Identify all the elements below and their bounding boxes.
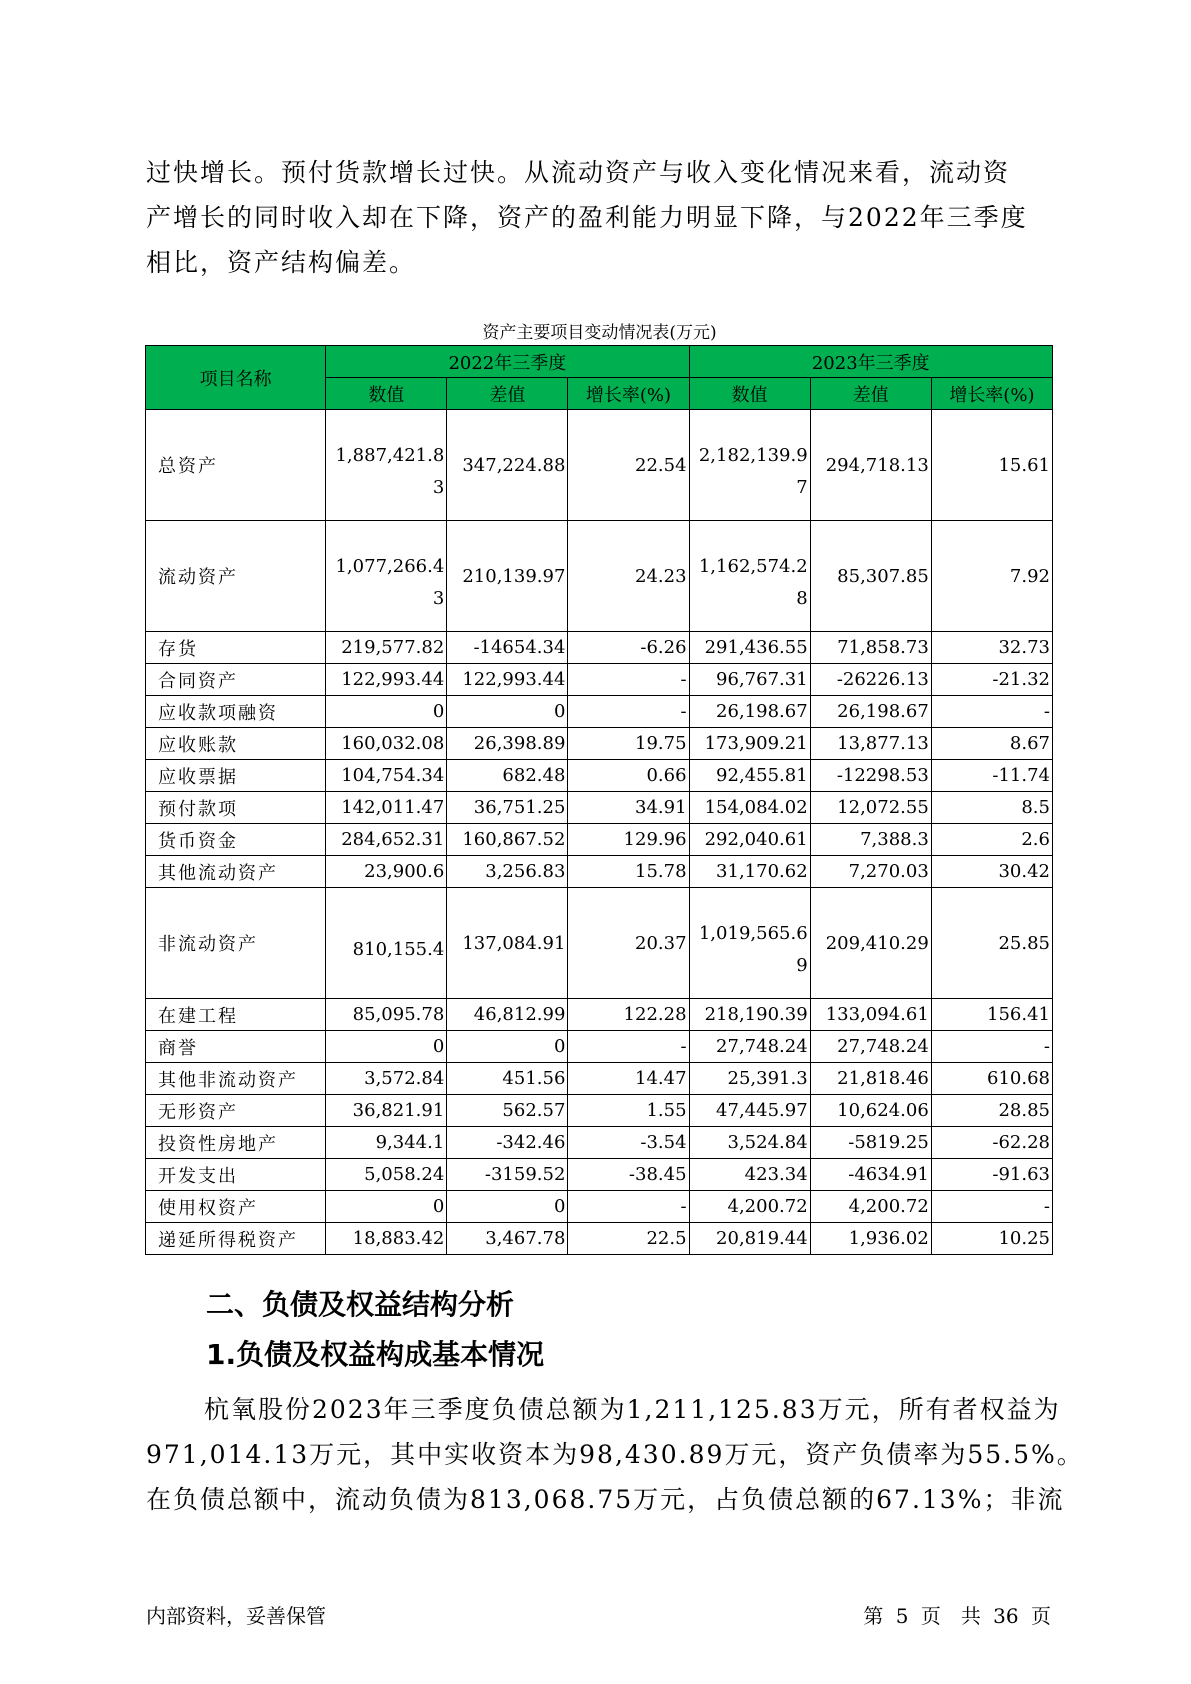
growth-2022-cell: -38.45: [568, 1159, 689, 1191]
header-growth: 增长率(%): [931, 378, 1052, 410]
diff-2022-cell: -342.46: [447, 1127, 568, 1159]
value-2023-cell: 25,391.3: [689, 1063, 810, 1095]
value-2022-cell: 104,754.34: [326, 760, 447, 792]
section-heading: 二、负债及权益结构分析: [206, 1288, 515, 1321]
value-2022-cell: 1,077,266.43: [326, 521, 447, 632]
growth-2022-cell: -: [568, 664, 689, 696]
subsection-heading: 1.负债及权益构成基本情况: [206, 1338, 545, 1371]
diff-2023-cell: 21,818.46: [810, 1063, 931, 1095]
value-2022-cell: 85,095.78: [326, 999, 447, 1031]
row-item-name: 存货: [146, 632, 326, 664]
diff-2023-cell: 12,072.55: [810, 792, 931, 824]
growth-2022-cell: 15.78: [568, 856, 689, 888]
diff-2022-cell: 682.48: [447, 760, 568, 792]
table-row: [146, 1063, 1053, 1095]
header-period-2022: 2022年三季度: [326, 346, 689, 378]
header-period-2023: 2023年三季度: [689, 346, 1052, 378]
value-2023-cell: 31,170.62: [689, 856, 810, 888]
growth-2022-cell: -: [568, 1031, 689, 1063]
value-2022-cell: 0: [326, 696, 447, 728]
diff-2023-cell: 209,410.29: [810, 888, 931, 999]
value-2022-cell: 0: [326, 1191, 447, 1223]
header-diff: 差值: [810, 378, 931, 410]
value-2023-cell: 92,455.81: [689, 760, 810, 792]
table-row: [146, 1159, 1053, 1191]
row-item-name: 其他非流动资产: [146, 1063, 326, 1095]
row-item-name: 预付款项: [146, 792, 326, 824]
value-2022-cell: 3,572.84: [326, 1063, 447, 1095]
growth-2023-cell: 7.92: [931, 521, 1052, 632]
growth-2023-cell: -62.28: [931, 1127, 1052, 1159]
diff-2023-cell: -12298.53: [810, 760, 931, 792]
growth-2022-cell: 14.47: [568, 1063, 689, 1095]
diff-2022-cell: 0: [447, 1191, 568, 1223]
diff-2023-cell: 1,936.02: [810, 1223, 931, 1255]
growth-2023-cell: -: [931, 696, 1052, 728]
diff-2023-cell: 26,198.67: [810, 696, 931, 728]
growth-2023-cell: -21.32: [931, 664, 1052, 696]
table-row: [146, 1223, 1053, 1255]
diff-2022-cell: 26,398.89: [447, 728, 568, 760]
table-row: [146, 521, 1053, 632]
growth-2022-cell: 24.23: [568, 521, 689, 632]
table-row: [146, 728, 1053, 760]
row-item-name: 其他流动资产: [146, 856, 326, 888]
growth-2023-cell: -11.74: [931, 760, 1052, 792]
value-2022-cell: 23,900.6: [326, 856, 447, 888]
diff-2022-cell: 210,139.97: [447, 521, 568, 632]
row-item-name: 商誉: [146, 1031, 326, 1063]
header-item-name: 项目名称: [146, 346, 326, 410]
diff-2023-cell: 7,270.03: [810, 856, 931, 888]
value-2022-cell: 284,652.31: [326, 824, 447, 856]
table-row: [146, 760, 1053, 792]
diff-2022-cell: 451.56: [447, 1063, 568, 1095]
growth-2023-cell: 25.85: [931, 888, 1052, 999]
table-row: [146, 856, 1053, 888]
growth-2023-cell: 10.25: [931, 1223, 1052, 1255]
table-row: [146, 1031, 1053, 1063]
value-2023-cell: 218,190.39: [689, 999, 810, 1031]
table-row: [146, 792, 1053, 824]
paragraph-line: 在负债总额中，流动负债为813,068.75万元，占负债总额的67.13%；非流: [146, 1485, 1065, 1514]
table-row: [146, 632, 1053, 664]
row-item-name: 合同资产: [146, 664, 326, 696]
diff-2022-cell: 122,993.44: [447, 664, 568, 696]
value-2022-cell: 9,344.1: [326, 1127, 447, 1159]
diff-2022-cell: 347,224.88: [447, 410, 568, 521]
growth-2023-cell: 30.42: [931, 856, 1052, 888]
diff-2023-cell: 4,200.72: [810, 1191, 931, 1223]
diff-2023-cell: 7,388.3: [810, 824, 931, 856]
row-item-name: 在建工程: [146, 999, 326, 1031]
value-2022-cell: 122,993.44: [326, 664, 447, 696]
row-item-name: 总资产: [146, 410, 326, 521]
value-2022-cell: 160,032.08: [326, 728, 447, 760]
growth-2023-cell: 156.41: [931, 999, 1052, 1031]
growth-2023-cell: 15.61: [931, 410, 1052, 521]
table-body: [146, 410, 1053, 1255]
value-2022-cell: 1,887,421.83: [326, 410, 447, 521]
diff-2023-cell: 10,624.06: [810, 1095, 931, 1127]
diff-2023-cell: 294,718.13: [810, 410, 931, 521]
row-item-name: 应收账款: [146, 728, 326, 760]
header-growth: 增长率(%): [568, 378, 689, 410]
value-2023-cell: 27,748.24: [689, 1031, 810, 1063]
growth-2022-cell: 22.54: [568, 410, 689, 521]
row-item-name: 非流动资产: [146, 888, 326, 999]
footer-page-number: 第 5 页 共 36 页: [863, 1604, 1051, 1628]
diff-2022-cell: -3159.52: [447, 1159, 568, 1191]
asset-change-table: [145, 345, 1053, 1255]
row-item-name: 无形资产: [146, 1095, 326, 1127]
growth-2022-cell: 22.5: [568, 1223, 689, 1255]
value-2023-cell: 3,524.84: [689, 1127, 810, 1159]
diff-2022-cell: 0: [447, 696, 568, 728]
table-row: [146, 824, 1053, 856]
table-row: [146, 410, 1053, 521]
table-row: [146, 1095, 1053, 1127]
diff-2023-cell: 71,858.73: [810, 632, 931, 664]
table-row: [146, 1191, 1053, 1223]
diff-2023-cell: -5819.25: [810, 1127, 931, 1159]
growth-2022-cell: 20.37: [568, 888, 689, 999]
diff-2022-cell: 0: [447, 1031, 568, 1063]
diff-2023-cell: 133,094.61: [810, 999, 931, 1031]
table-caption: 资产主要项目变动情况表(万元): [482, 323, 717, 343]
paragraph-line: 产增长的同时收入却在下降，资产的盈利能力明显下降，与2022年三季度: [146, 203, 1028, 232]
table-row: [146, 696, 1053, 728]
row-item-name: 递延所得税资产: [146, 1223, 326, 1255]
growth-2023-cell: -91.63: [931, 1159, 1052, 1191]
diff-2023-cell: -26226.13: [810, 664, 931, 696]
diff-2022-cell: 137,084.91: [447, 888, 568, 999]
row-item-name: 使用权资产: [146, 1191, 326, 1223]
growth-2022-cell: 1.55: [568, 1095, 689, 1127]
diff-2022-cell: 160,867.52: [447, 824, 568, 856]
table-row: [146, 1127, 1053, 1159]
value-2022-cell: 219,577.82: [326, 632, 447, 664]
value-2023-cell: 423.34: [689, 1159, 810, 1191]
growth-2023-cell: 32.73: [931, 632, 1052, 664]
diff-2022-cell: 3,467.78: [447, 1223, 568, 1255]
diff-2023-cell: 13,877.13: [810, 728, 931, 760]
value-2023-cell: 291,436.55: [689, 632, 810, 664]
table-row: [146, 664, 1053, 696]
value-2022-cell: 5,058.24: [326, 1159, 447, 1191]
growth-2023-cell: -: [931, 1031, 1052, 1063]
growth-2022-cell: -3.54: [568, 1127, 689, 1159]
growth-2023-cell: -: [931, 1191, 1052, 1223]
growth-2022-cell: 0.66: [568, 760, 689, 792]
growth-2022-cell: -: [568, 696, 689, 728]
diff-2022-cell: 36,751.25: [447, 792, 568, 824]
growth-2022-cell: 129.96: [568, 824, 689, 856]
table-row: [146, 999, 1053, 1031]
diff-2022-cell: -14654.34: [447, 632, 568, 664]
value-2023-cell: 47,445.97: [689, 1095, 810, 1127]
value-2023-cell: 20,819.44: [689, 1223, 810, 1255]
growth-2023-cell: 610.68: [931, 1063, 1052, 1095]
paragraph-line: 971,014.13万元，其中实收资本为98,430.89万元，资产负债率为55.5%。: [146, 1440, 1084, 1469]
paragraph-line: 相比，资产结构偏差。: [146, 248, 417, 277]
value-2023-cell: 173,909.21: [689, 728, 810, 760]
growth-2023-cell: 8.67: [931, 728, 1052, 760]
header-value: 数值: [326, 378, 447, 410]
value-2023-cell: 292,040.61: [689, 824, 810, 856]
growth-2022-cell: 34.91: [568, 792, 689, 824]
intro-paragraph: [146, 150, 1046, 285]
growth-2022-cell: 122.28: [568, 999, 689, 1031]
value-2022-cell: 0: [326, 1031, 447, 1063]
diff-2023-cell: -4634.91: [810, 1159, 931, 1191]
growth-2022-cell: 19.75: [568, 728, 689, 760]
footer-confidential-note: 内部资料，妥善保管: [146, 1604, 326, 1628]
growth-2023-cell: 8.5: [931, 792, 1052, 824]
value-2023-cell: 96,767.31: [689, 664, 810, 696]
growth-2022-cell: -6.26: [568, 632, 689, 664]
value-2022-cell: 142,011.47: [326, 792, 447, 824]
value-2023-cell: 1,162,574.28: [689, 521, 810, 632]
row-item-name: 投资性房地产: [146, 1127, 326, 1159]
value-2022-cell: 18,883.42: [326, 1223, 447, 1255]
diff-2022-cell: 562.57: [447, 1095, 568, 1127]
liability-paragraph: [146, 1387, 1084, 1522]
diff-2022-cell: 3,256.83: [447, 856, 568, 888]
paragraph-line: 过快增长。预付货款增长过快。从流动资产与收入变化情况来看，流动资: [146, 158, 1011, 187]
row-item-name: 开发支出: [146, 1159, 326, 1191]
diff-2023-cell: 85,307.85: [810, 521, 931, 632]
value-2023-cell: 2,182,139.97: [689, 410, 810, 521]
row-item-name: 货币资金: [146, 824, 326, 856]
value-2023-cell: 26,198.67: [689, 696, 810, 728]
header-value: 数值: [689, 378, 810, 410]
paragraph-line: 杭氧股份2023年三季度负债总额为1,211,125.83万元，所有者权益为: [204, 1395, 1061, 1424]
value-2023-cell: 4,200.72: [689, 1191, 810, 1223]
diff-2023-cell: 27,748.24: [810, 1031, 931, 1063]
value-2023-cell: 154,084.02: [689, 792, 810, 824]
value-2023-cell: 1,019,565.69: [689, 888, 810, 999]
growth-2022-cell: -: [568, 1191, 689, 1223]
diff-2022-cell: 46,812.99: [447, 999, 568, 1031]
row-item-name: 应收票据: [146, 760, 326, 792]
growth-2023-cell: 28.85: [931, 1095, 1052, 1127]
value-2022-cell: 810,155.4: [326, 888, 447, 999]
table-row: [146, 888, 1053, 999]
row-item-name: 流动资产: [146, 521, 326, 632]
header-diff: 差值: [447, 378, 568, 410]
row-item-name: 应收款项融资: [146, 696, 326, 728]
value-2022-cell: 36,821.91: [326, 1095, 447, 1127]
growth-2023-cell: 2.6: [931, 824, 1052, 856]
